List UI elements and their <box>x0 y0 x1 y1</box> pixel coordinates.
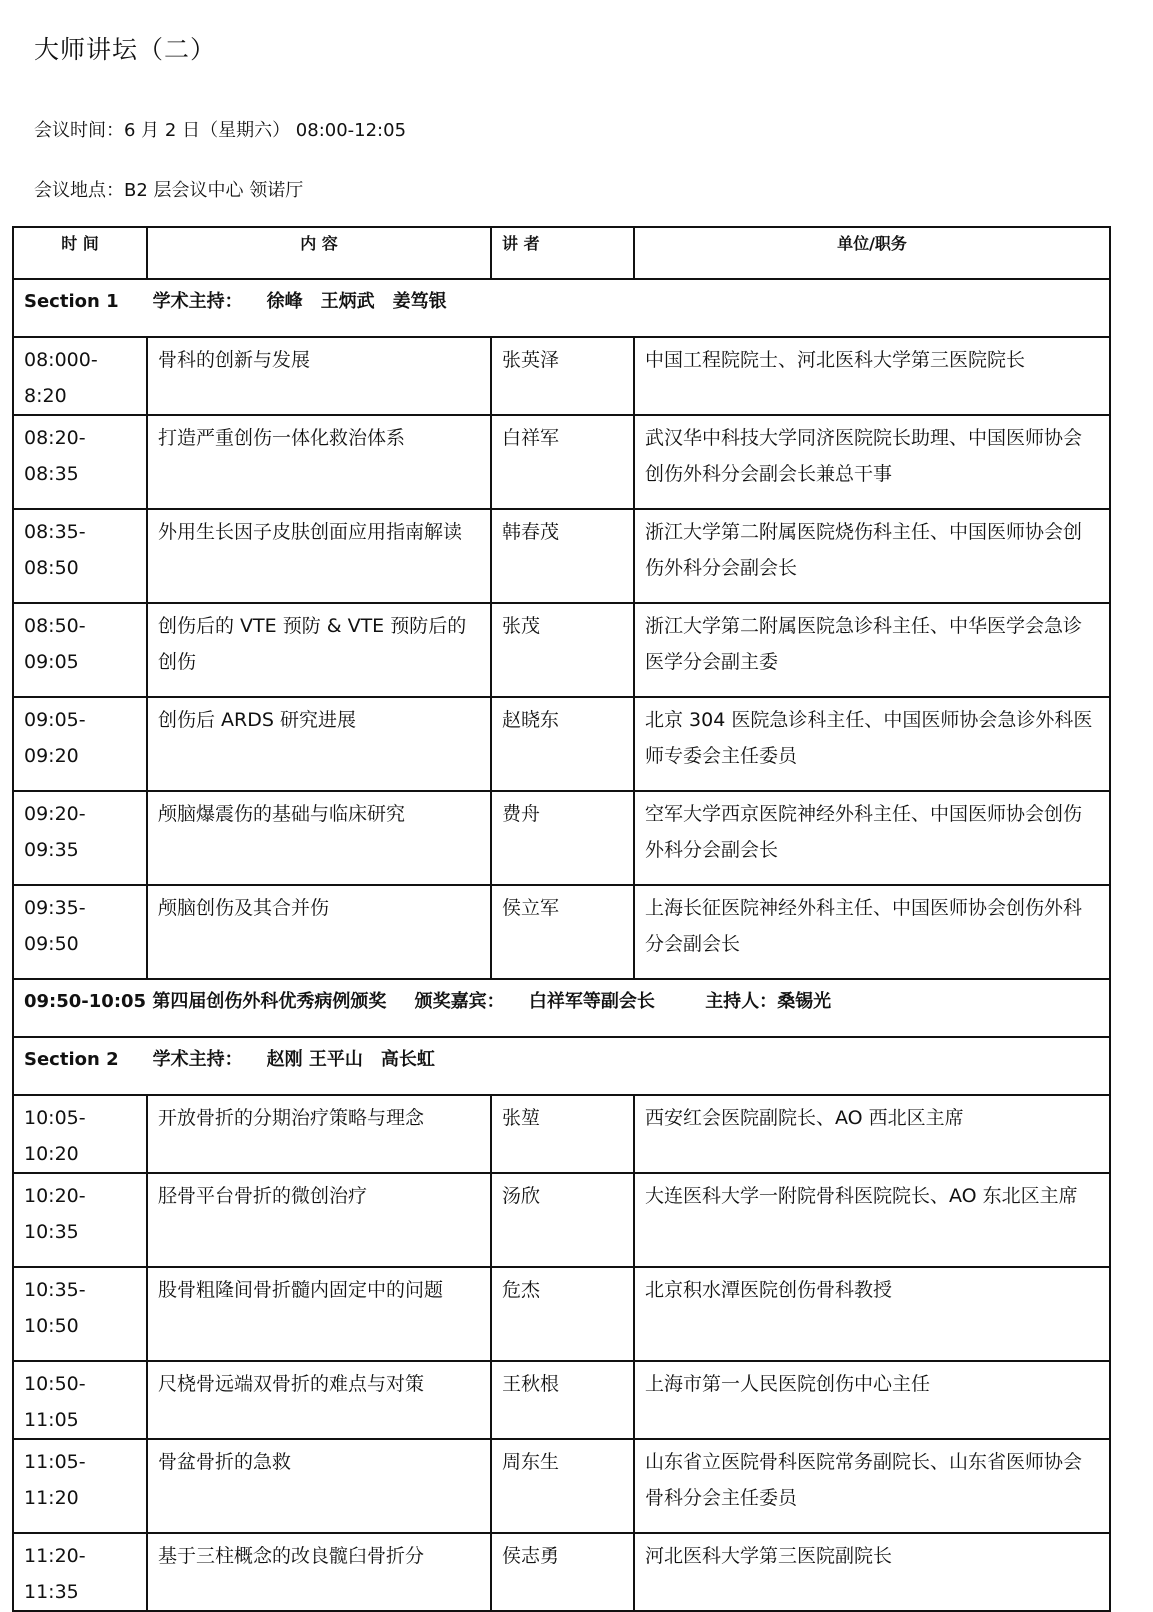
unit-cell: 武汉华中科技大学同济医院院长助理、中国医师协会创伤外科分会副会长兼总干事 <box>634 415 1110 509</box>
award-host: 桑锡光 <box>777 991 832 1012</box>
time-cell: 10:50-11:05 <box>13 1361 147 1439</box>
speaker-cell: 张英泽 <box>491 337 634 415</box>
section-2-cell <box>13 1037 1110 1095</box>
speaker-cell: 赵晓东 <box>491 697 634 791</box>
speaker-cell: 汤欣 <box>491 1173 634 1267</box>
content-cell: 创伤后的 VTE 预防 & VTE 预防后的创伤 <box>147 603 491 697</box>
unit-cell: 浙江大学第二附属医院烧伤科主任、中国医师协会创伤外科分会副会长 <box>634 509 1110 603</box>
header-content: 内 容 <box>147 227 491 279</box>
table-row <box>13 697 1110 791</box>
content-cell: 骨盆骨折的急救 <box>147 1439 491 1533</box>
header-speaker: 讲 者 <box>491 227 634 279</box>
section-label: Section 2 <box>24 1049 119 1070</box>
table-row <box>13 1095 1110 1173</box>
table-row <box>13 1267 1110 1361</box>
award-cell <box>13 979 1110 1037</box>
time-cell: 10:20-10:35 <box>13 1173 147 1267</box>
unit-cell: 大连医科大学一附院骨科医院院长、AO 东北区主席 <box>634 1173 1110 1267</box>
content-cell: 股骨粗隆间骨折髓内固定中的问题 <box>147 1267 491 1361</box>
schedule-table <box>12 226 1111 1612</box>
table-row <box>13 603 1110 697</box>
meeting-place: 会议地点：B2 层会议中心 领诺厅 <box>34 180 304 201</box>
unit-cell: 浙江大学第二附属医院急诊科主任、中华医学会急诊医学分会副主委 <box>634 603 1110 697</box>
unit-cell: 山东省立医院骨科医院常务副院长、山东省医师协会骨科分会主任委员 <box>634 1439 1110 1533</box>
unit-cell: 空军大学西京医院神经外科主任、中国医师协会创伤外科分会副会长 <box>634 791 1110 885</box>
unit-cell: 中国工程院院士、河北医科大学第三医院院长 <box>634 337 1110 415</box>
table-row <box>13 1439 1110 1533</box>
header-time: 时 间 <box>13 227 147 279</box>
speaker-cell: 韩春茂 <box>491 509 634 603</box>
time-cell: 11:20-11:35 <box>13 1533 147 1611</box>
time-cell: 09:35-09:50 <box>13 885 147 979</box>
unit-cell: 西安红会医院副院长、AO 西北区主席 <box>634 1095 1110 1173</box>
unit-cell: 北京积水潭医院创伤骨科教授 <box>634 1267 1110 1361</box>
table-header-row <box>13 227 1110 279</box>
time-cell: 08:000-8:20 <box>13 337 147 415</box>
speaker-cell: 侯志勇 <box>491 1533 634 1611</box>
speaker-cell: 白祥军 <box>491 415 634 509</box>
time-cell: 10:35-10:50 <box>13 1267 147 1361</box>
speaker-cell: 张堃 <box>491 1095 634 1173</box>
section-host-label: 学术主持： <box>152 291 243 312</box>
award-row <box>13 979 1110 1037</box>
speaker-cell: 费舟 <box>491 791 634 885</box>
meeting-time: 会议时间：6 月 2 日（星期六） 08:00-12:05 <box>34 120 407 141</box>
award-title: 第四届创伤外科优秀病例颁奖 <box>152 991 387 1012</box>
speaker-cell: 侯立军 <box>491 885 634 979</box>
table-row <box>13 509 1110 603</box>
section-hosts: 赵刚 王平山 高长虹 <box>266 1049 435 1070</box>
table-row <box>13 415 1110 509</box>
time-cell: 09:05-09:20 <box>13 697 147 791</box>
time-cell: 08:20-08:35 <box>13 415 147 509</box>
time-cell: 08:35-08:50 <box>13 509 147 603</box>
unit-cell: 北京 304 医院急诊科主任、中国医师协会急诊外科医师专委会主任委员 <box>634 697 1110 791</box>
section-label: Section 1 <box>24 291 119 312</box>
speaker-cell: 周东生 <box>491 1439 634 1533</box>
header-unit: 单位/职务 <box>634 227 1110 279</box>
section-1-row <box>13 279 1110 337</box>
content-cell: 骨科的创新与发展 <box>147 337 491 415</box>
speaker-cell: 张茂 <box>491 603 634 697</box>
time-cell: 08:50-09:05 <box>13 603 147 697</box>
table-row <box>13 791 1110 885</box>
award-time: 09:50-10:05 <box>24 991 147 1012</box>
section-1-cell <box>13 279 1110 337</box>
content-cell: 颅脑爆震伤的基础与临床研究 <box>147 791 491 885</box>
speaker-cell: 危杰 <box>491 1267 634 1361</box>
section-2-row <box>13 1037 1110 1095</box>
table-row <box>13 1361 1110 1439</box>
table-row <box>13 337 1110 415</box>
content-cell: 创伤后 ARDS 研究进展 <box>147 697 491 791</box>
content-cell: 胫骨平台骨折的微创治疗 <box>147 1173 491 1267</box>
table-row <box>13 1533 1110 1611</box>
time-cell: 09:20-09:35 <box>13 791 147 885</box>
table-row <box>13 885 1110 979</box>
content-cell: 开放骨折的分期治疗策略与理念 <box>147 1095 491 1173</box>
content-cell: 尺桡骨远端双骨折的难点与对策 <box>147 1361 491 1439</box>
content-cell: 外用生长因子皮肤创面应用指南解读 <box>147 509 491 603</box>
award-guest-label: 颁奖嘉宾： <box>414 991 505 1012</box>
award-host-label: 主持人： <box>705 991 778 1012</box>
speaker-cell: 王秋根 <box>491 1361 634 1439</box>
unit-cell: 上海市第一人民医院创伤中心主任 <box>634 1361 1110 1439</box>
time-cell: 10:05-10:20 <box>13 1095 147 1173</box>
table-row <box>13 1173 1110 1267</box>
unit-cell: 上海长征医院神经外科主任、中国医师协会创伤外科分会副会长 <box>634 885 1110 979</box>
award-guests: 白祥军等副会长 <box>528 991 655 1012</box>
page-title: 大师讲坛（二） <box>34 35 217 64</box>
section-host-label: 学术主持： <box>152 1049 243 1070</box>
section-hosts: 徐峰 王炳武 姜笃银 <box>266 291 447 312</box>
unit-cell: 河北医科大学第三医院副院长 <box>634 1533 1110 1611</box>
content-cell: 颅脑创伤及其合并伤 <box>147 885 491 979</box>
content-cell: 基于三柱概念的改良髋臼骨折分 <box>147 1533 491 1611</box>
time-cell: 11:05-11:20 <box>13 1439 147 1533</box>
content-cell: 打造严重创伤一体化救治体系 <box>147 415 491 509</box>
